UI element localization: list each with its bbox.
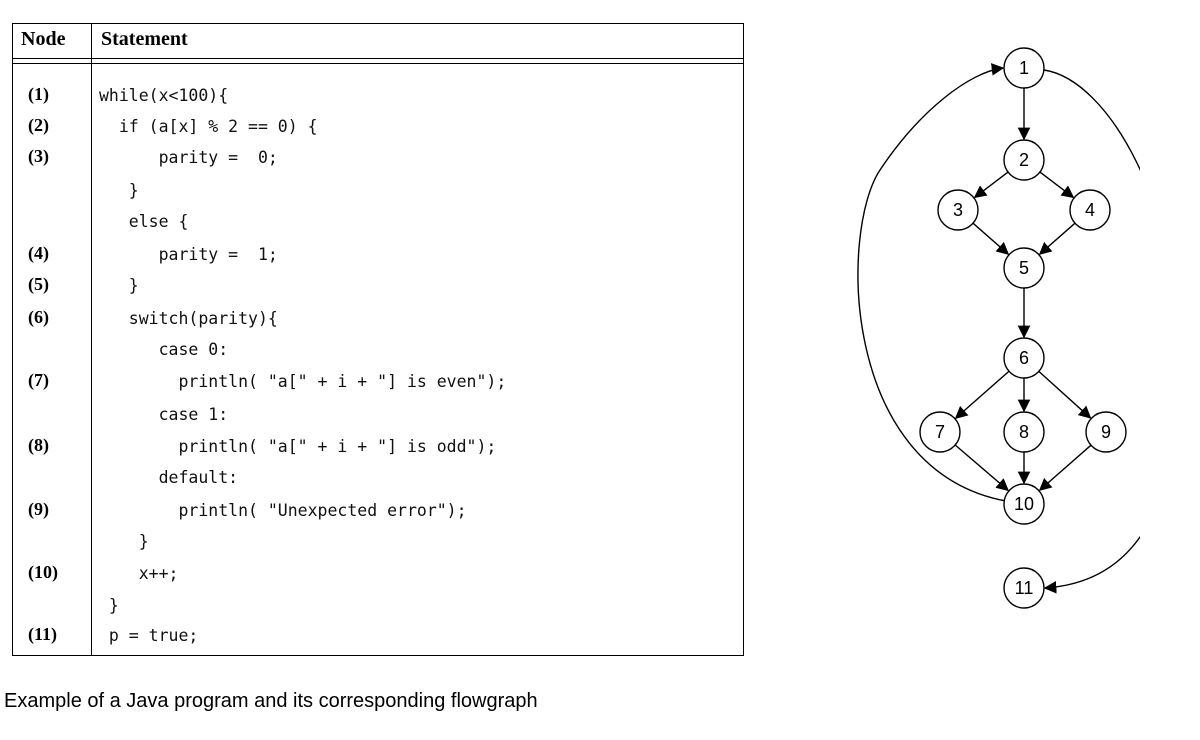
flow-node-label: 7: [934, 422, 946, 442]
flow-node-label: 4: [1084, 200, 1096, 220]
row-statement: parity = 0;: [99, 148, 278, 167]
flow-node-label: 2: [1018, 150, 1030, 170]
row-node-label: (9): [28, 499, 49, 519]
flow-node-2: [1004, 140, 1044, 180]
edge-6-7: [956, 371, 1009, 418]
row-statement: println( "a[" + i + "] is even");: [99, 372, 507, 391]
flow-node-11: [1004, 568, 1044, 608]
flow-node-6: [1004, 338, 1044, 378]
edge-2-3: [975, 172, 1008, 197]
row-node-label: (8): [28, 435, 49, 455]
row-statement: }: [99, 532, 149, 551]
row-statement: x++;: [99, 564, 179, 583]
figure-caption: Example of a Java program and its corresponding flowgraph: [4, 690, 538, 712]
nodes-layer: [920, 48, 1126, 608]
row-node-label: (2): [28, 115, 49, 135]
row-statement: }: [99, 181, 139, 200]
flow-node-8: [1004, 412, 1044, 452]
row-statement: println( "a[" + i + "] is odd");: [99, 437, 497, 456]
header-rule-top: [13, 58, 743, 59]
code-table: [12, 23, 744, 656]
flow-node-label: 5: [1018, 258, 1030, 278]
row-node-label: (11): [28, 624, 57, 644]
row-statement: while(x<100){: [99, 86, 229, 105]
row-node-label: (4): [28, 243, 49, 263]
row-node-label: (1): [28, 84, 49, 104]
flow-node-label: 3: [952, 200, 964, 220]
column-divider: [91, 24, 92, 655]
flow-node-7: [920, 412, 960, 452]
flow-node-label: 11: [1014, 578, 1034, 598]
edge-3-5: [973, 223, 1008, 254]
row-node-label: (5): [28, 274, 49, 294]
row-statement: default:: [99, 468, 239, 487]
row-statement: println( "Unexpected error");: [99, 501, 467, 520]
edge-2-4: [1040, 172, 1073, 197]
flow-node-1: [1004, 48, 1044, 88]
flow-node-10: [1004, 484, 1044, 524]
edge-9-10: [1040, 445, 1091, 490]
edges-layer: [858, 68, 1140, 588]
row-node-label: (7): [28, 370, 49, 390]
row-statement: }: [99, 276, 139, 295]
flowgraph: [820, 30, 1140, 620]
flow-node-label: 8: [1018, 422, 1030, 442]
row-statement: case 1:: [99, 405, 229, 424]
flow-node-label: 1: [1018, 58, 1030, 78]
flow-node-4: [1070, 190, 1110, 230]
edge-7-10: [955, 445, 1008, 490]
row-node-label: (3): [28, 146, 49, 166]
edge-4-5: [1040, 223, 1075, 254]
flow-node-label: 9: [1100, 422, 1112, 442]
row-statement: p = true;: [99, 626, 199, 645]
header-statement: Statement: [101, 28, 188, 50]
flow-node-label: 6: [1018, 348, 1030, 368]
row-statement: parity = 1;: [99, 245, 278, 264]
row-statement: switch(parity){: [99, 309, 278, 328]
row-statement: }: [99, 596, 119, 615]
edge-6-9: [1039, 371, 1091, 418]
flow-node-label: 10: [1013, 494, 1035, 514]
row-statement: case 0:: [99, 340, 229, 359]
flow-node-3: [938, 190, 978, 230]
flow-node-9: [1086, 412, 1126, 452]
header-rule-bottom: [13, 63, 743, 64]
row-statement: else {: [99, 212, 189, 231]
edge-1-11: [1044, 70, 1140, 588]
row-statement: if (a[x] % 2 == 0) {: [99, 117, 318, 136]
header-node: Node: [21, 28, 66, 50]
flow-node-5: [1004, 248, 1044, 288]
row-node-label: (6): [28, 307, 49, 327]
row-node-label: (10): [28, 562, 58, 582]
